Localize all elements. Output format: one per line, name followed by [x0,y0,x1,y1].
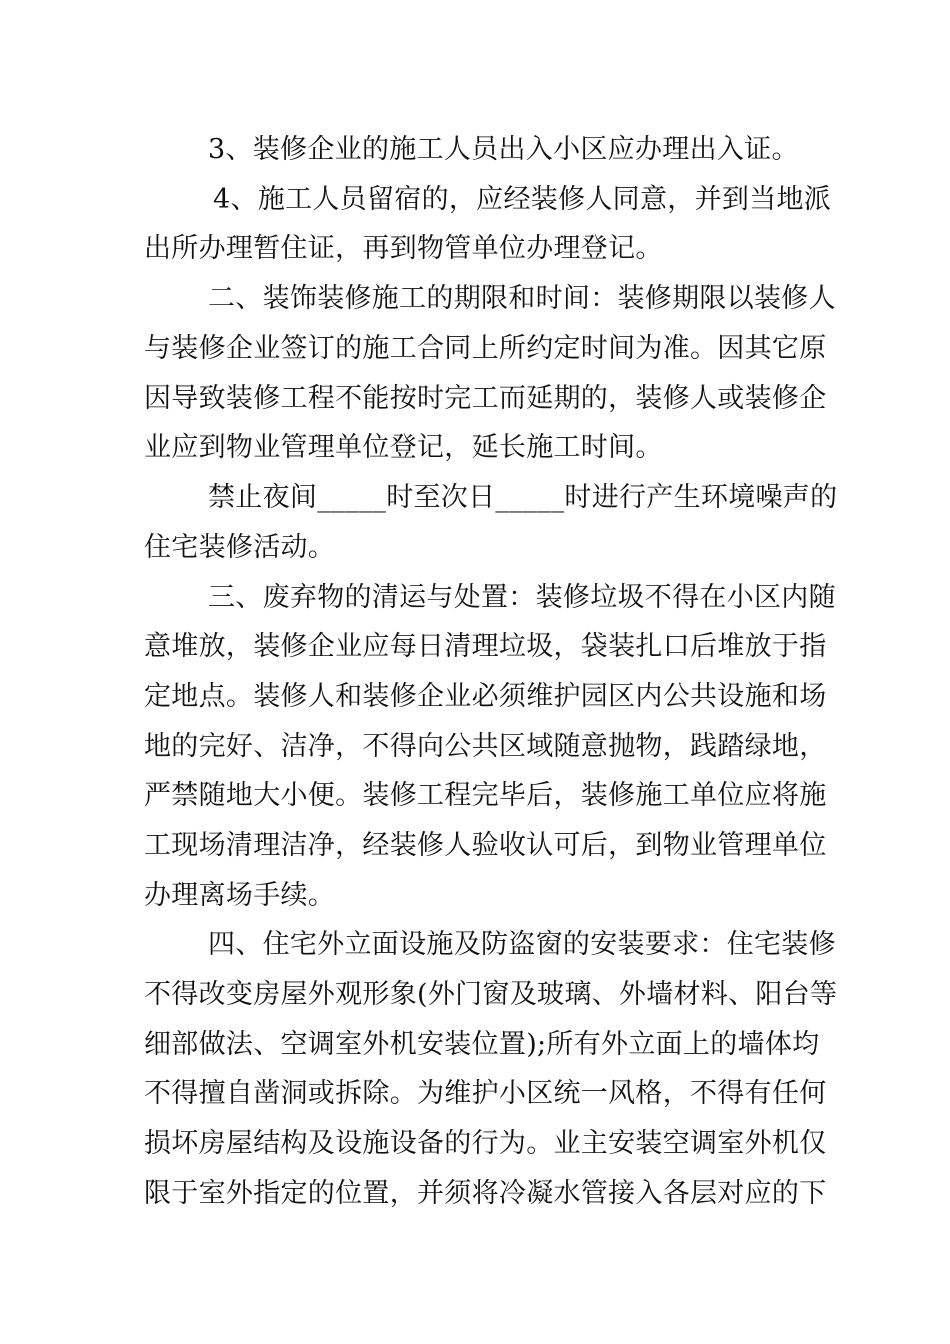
text-line: 二、装饰装修施工的期限和时间：装修期限以装修人 [208,283,836,314]
text-line: 禁止夜间_____时至次日_____时进行产生环境噪声的 [208,482,838,513]
text-line: 4、施工人员留宿的，应经装修人同意，并到当地派 [213,184,832,215]
text-line: 地的完好、洁净，不得向公共区域随意抛物，践踏绿地， [144,731,827,762]
text-line: 住宅装修活动。 [144,532,336,563]
text-line: 限于室外指定的位置，并须将冷凝水管接入各层对应的下 [144,1178,827,1209]
text-line: 3、装修企业的施工人员出入小区应办理出入证。 [208,134,799,165]
text-line: 不得改变房屋外观形象(外门窗及玻璃、外墙材料、阳台等 [144,979,838,1010]
text-line: 不得擅自凿洞或拆除。为维护小区统一风格，不得有任何 [144,1078,827,1109]
text-line: 定地点。装修人和装修企业必须维护园区内公共设施和场 [144,681,827,712]
text-line: 三、废弃物的清运与处置：装修垃圾不得在小区内随 [208,582,836,613]
text-line: 意堆放，装修企业应每日清理垃圾，袋装扎口后堆放于指 [144,631,827,662]
text-line: 严禁随地大小便。装修工程完毕后，装修施工单位应将施 [144,780,827,811]
text-line: 细部做法、空调室外机安装位置);所有外立面上的墙体均 [144,1029,820,1060]
text-line: 办理离场手续。 [144,880,336,911]
text-line: 工现场清理洁净，经装修人验收认可后，到物业管理单位 [144,830,827,861]
text-line: 损坏房屋结构及设施设备的行为。业主安装空调室外机仅 [144,1128,827,1159]
text-line: 因导致装修工程不能按时完工而延期的，装修人或装修企 [144,383,827,414]
text-line: 出所办理暂住证，再到物管单位办理登记。 [144,233,663,264]
text-line: 业应到物业管理单位登记，延长施工时间。 [144,432,663,463]
text-line: 与装修企业签订的施工合同上所约定时间为准。因其它原 [144,333,827,364]
text-line: 四、住宅外立面设施及防盗窗的安装要求：住宅装修 [208,929,836,960]
